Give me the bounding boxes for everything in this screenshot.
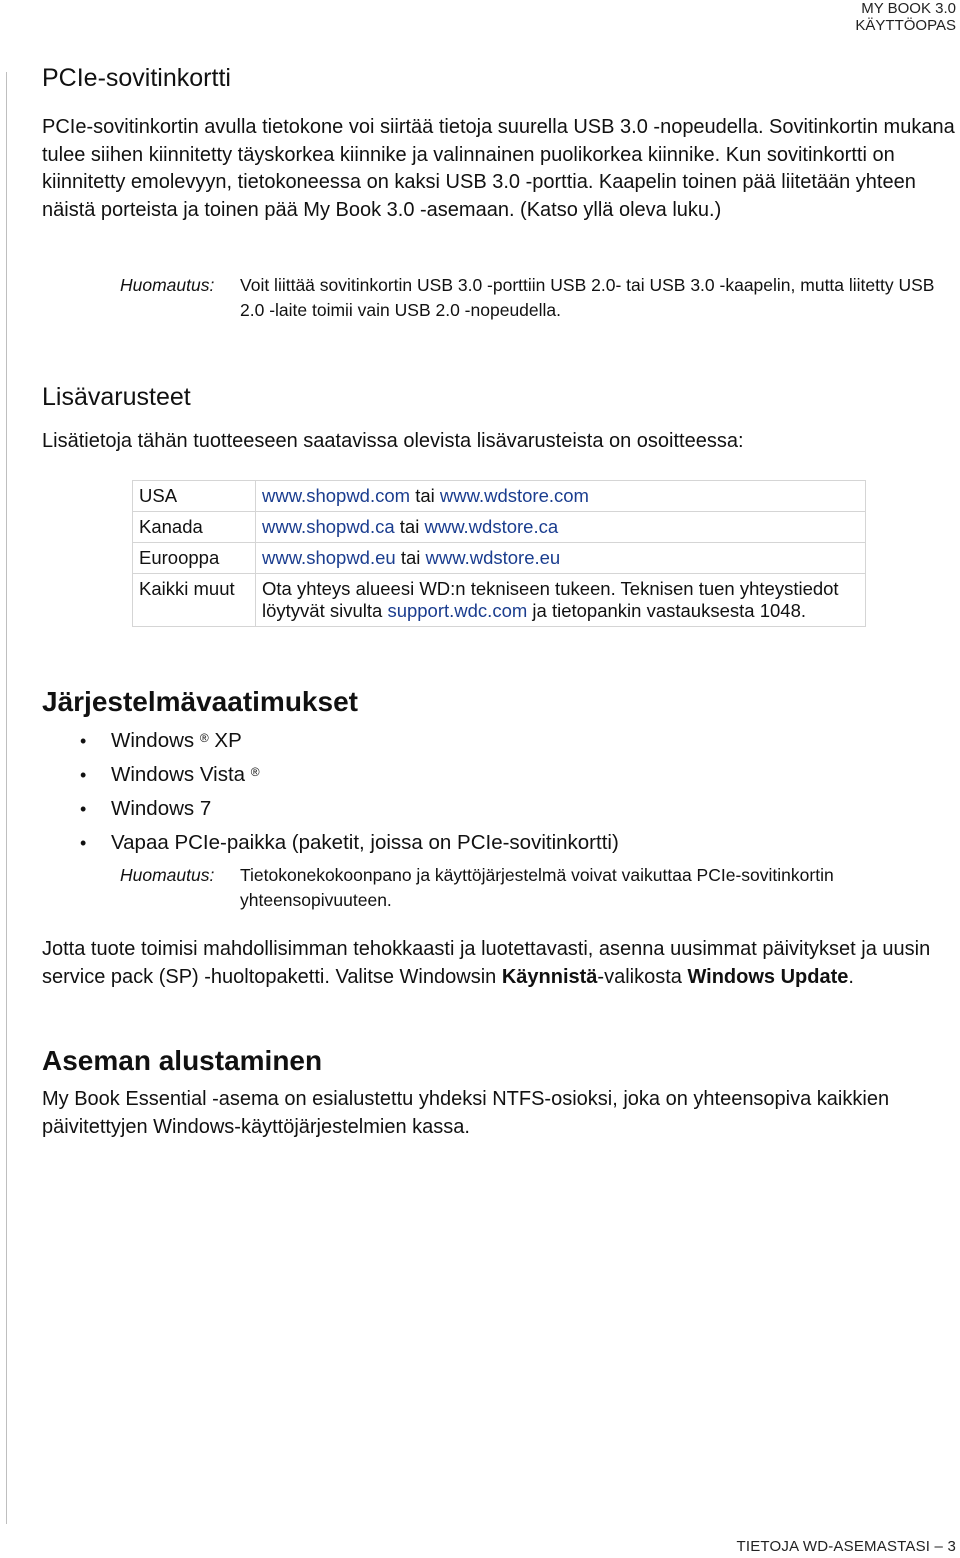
page-footer: TIETOJA WD-ASEMASTASI – 3: [736, 1538, 956, 1555]
update-paragraph: [42, 936, 957, 991]
bullet-icon: •: [80, 799, 87, 819]
requirements-note: [120, 863, 940, 913]
registered-mark: ®: [199, 731, 209, 745]
note-text: Tietokonekokoonpano ja käyttöjärjestelmä voivat vaikuttaa PCIe-sovitinkortin yhteensopivuuteen.: [240, 865, 834, 910]
accessories-table: [132, 480, 866, 627]
margin-rule: [6, 72, 7, 1524]
pcie-paragraph: PCIe-sovitinkortin avulla tietokone voi siirtää tietoja suurella USB 3.0 -nopeudella. Sovitinkortin mukana tulee siihen kiinnitetty täyskorkea kiinnike ja valinnainen puolikorkea kiinnike. Kun sovitinkortti on kiinnitetty emolevyyn, tietokoneessa on kaksi USB 3.0 -porttia. Kaapelin toinen pää liitetään yhteen näistä porteista ja toinen pää My Book 3.0 -asemaan. (Katso yllä oleva luku.): [42, 116, 955, 221]
format-paragraph: My Book Essential -asema on esialustettu yhdeksi NTFS-osioksi, joka on yhteensopiva kaikkien päivitettyjen Windows-käyttöjärjestelmien kassa.: [42, 1088, 890, 1138]
store-link[interactable]: www.shopwd.com: [262, 485, 411, 506]
links-cell: [256, 481, 866, 512]
store-link[interactable]: www.wdstore.ca: [424, 516, 559, 537]
support-cell: [256, 574, 866, 627]
table-row: [133, 574, 866, 627]
note-label: Huomautus:: [120, 275, 215, 295]
header-product: MY BOOK 3.0: [861, 0, 956, 17]
accessories-intro: Lisätietoja tähän tuotteeseen saatavissa olevista lisävarusteista on osoitteessa:: [42, 430, 744, 452]
table-row: [133, 481, 866, 512]
table-row: [133, 543, 866, 574]
table-row: [133, 512, 866, 543]
requirements-title: Järjestelmävaatimukset: [42, 686, 358, 717]
start-menu-label: Käynnistä: [501, 965, 598, 988]
bullet-icon: •: [80, 833, 87, 853]
list-item: [80, 828, 619, 862]
item-suffix: XP: [214, 729, 242, 752]
links-cell: [256, 512, 866, 543]
pcie-section-title: PCIe-sovitinkortti: [42, 64, 231, 92]
separator: tai: [400, 547, 421, 568]
item-text: Vapaa PCIe-paikka (paketit, joissa on PCIe-sovitinkortti): [111, 831, 619, 854]
region-cell: Kaikki muut: [133, 574, 256, 627]
bullet-icon: •: [80, 765, 87, 785]
requirements-list: [80, 726, 619, 862]
store-link[interactable]: www.shopwd.ca: [262, 516, 395, 537]
item-text: Windows Vista: [111, 763, 246, 786]
support-text: Ota yhteys alueesi WD:n tekniseen tukeen. Teknisen tuen yhteystiedot löytyvät sivulta: [262, 578, 839, 621]
bullet-icon: •: [80, 731, 87, 751]
running-header: [855, 0, 956, 34]
header-guide: KÄYTTÖOPAS: [855, 17, 956, 34]
support-text-after: ja tietopankin vastauksesta 1048.: [532, 600, 806, 621]
windows-update-label: Windows Update: [687, 965, 849, 988]
update-text: -valikosta: [597, 965, 688, 988]
region-cell: Kanada: [133, 512, 256, 543]
item-text: Windows 7: [111, 797, 212, 820]
store-link[interactable]: www.wdstore.eu: [425, 547, 561, 568]
registered-mark: ®: [250, 765, 260, 779]
accessories-title: Lisävarusteet: [42, 383, 191, 411]
separator: tai: [399, 516, 420, 537]
support-link[interactable]: support.wdc.com: [387, 600, 528, 621]
list-item: [80, 760, 619, 794]
separator: tai: [415, 485, 435, 506]
list-item: [80, 794, 619, 828]
update-text: Jotta tuote toimisi mahdollisimman tehokkaasti ja luotettavasti, asenna uusimmat päivitykset ja uusin service pack (SP) -huoltopaketti. Valitse Windowsin: [42, 938, 931, 988]
note-text: Voit liittää sovitinkortin USB 3.0 -porttiin USB 2.0- tai USB 3.0 -kaapelin, mutta liitetty USB 2.0 -laite toimii vain USB 2.0 -nopeudella.: [240, 275, 935, 320]
pcie-note: [120, 273, 940, 323]
update-text: .: [848, 965, 854, 988]
links-cell: [256, 543, 866, 574]
store-link[interactable]: www.wdstore.com: [439, 485, 589, 506]
note-label: Huomautus:: [120, 865, 215, 885]
format-title: Aseman alustaminen: [42, 1045, 323, 1076]
region-cell: Eurooppa: [133, 543, 256, 574]
region-cell: USA: [133, 481, 256, 512]
item-text: Windows: [111, 729, 195, 752]
store-link[interactable]: www.shopwd.eu: [262, 547, 396, 568]
list-item: [80, 726, 619, 760]
